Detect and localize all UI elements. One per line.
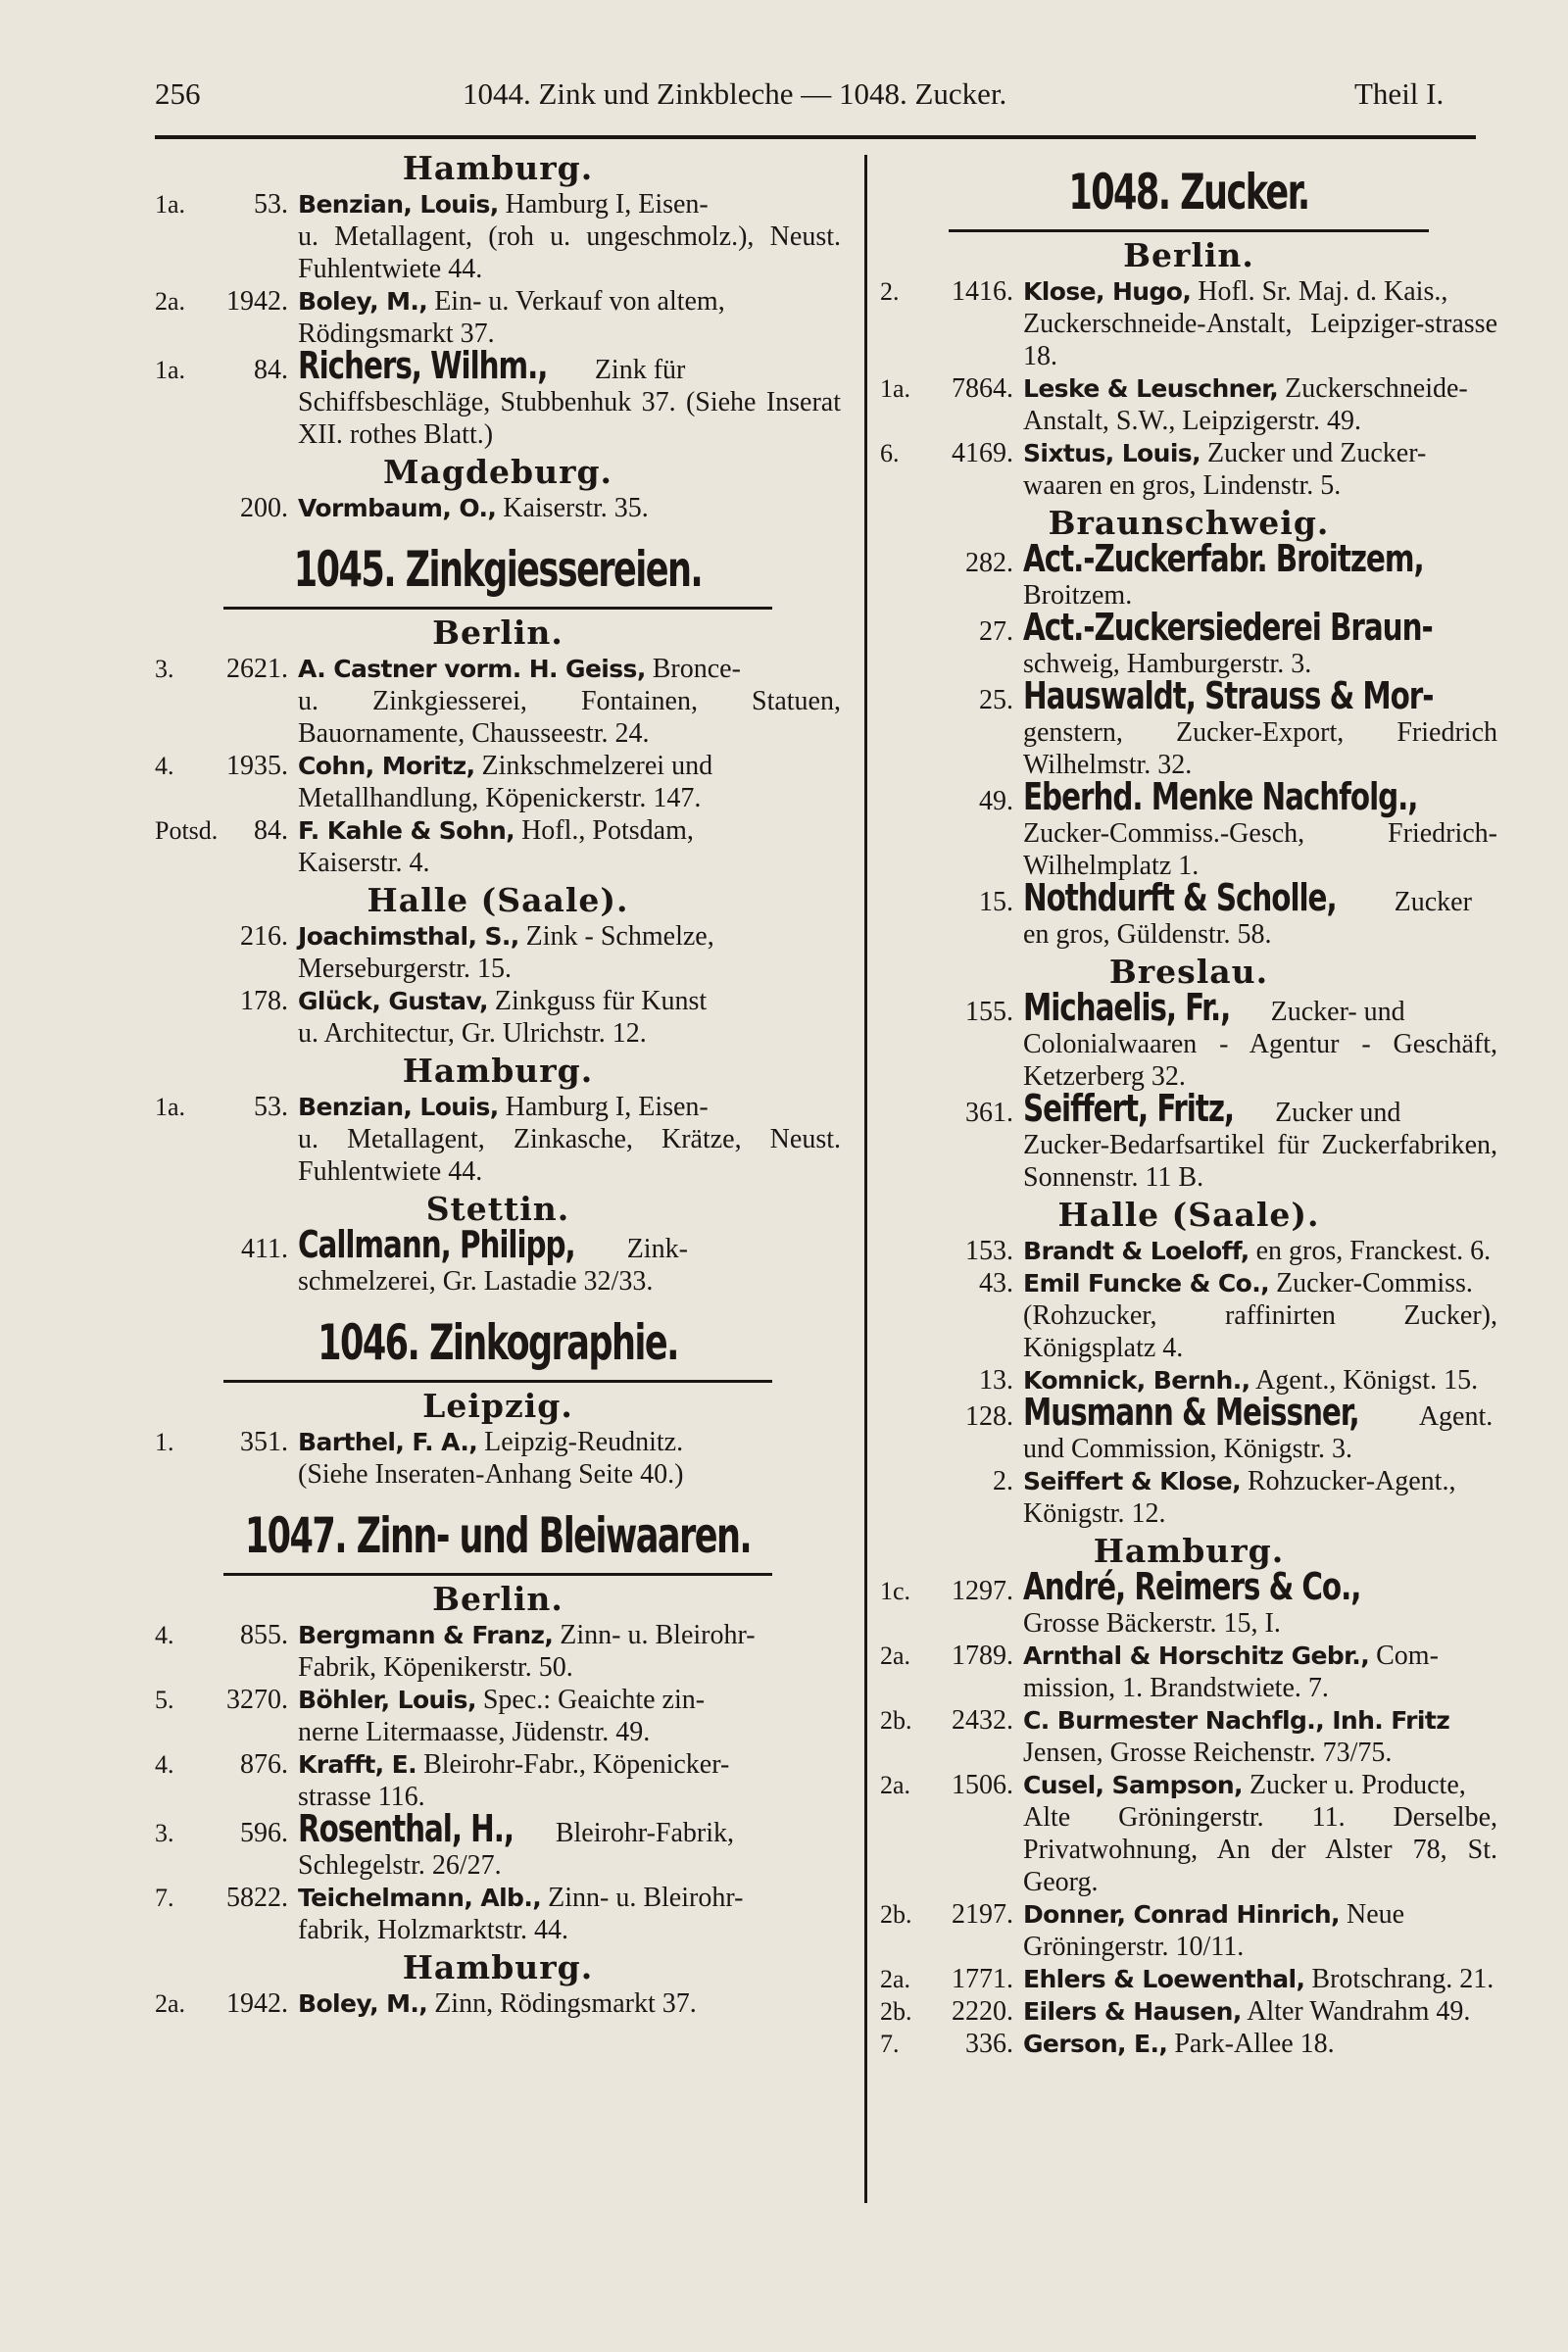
directory-entry bbox=[880, 275, 1497, 372]
entry-description: Zinn- u. Bleirohr- bbox=[548, 1883, 744, 1913]
entry-number: 1935. bbox=[226, 751, 288, 781]
entry-class-mark: Potsd. bbox=[155, 816, 219, 845]
entry-firm-name: Sixtus, Louis, bbox=[1023, 439, 1200, 467]
directory-entry bbox=[155, 1091, 841, 1188]
entry-continuation: Königstr. 12. bbox=[1023, 1498, 1166, 1529]
entry-number: 5822. bbox=[226, 1883, 288, 1913]
entry-number: 1297. bbox=[952, 1576, 1013, 1606]
directory-entry bbox=[155, 1426, 841, 1491]
entry-firm-name: Boley, M., bbox=[298, 287, 428, 316]
entry-continuation: Kaiserstr. 4. bbox=[298, 848, 430, 878]
entry-firm-name: Callmann, Philipp, bbox=[298, 1223, 575, 1266]
entry-class-mark: 1. bbox=[155, 1428, 174, 1456]
entry-number: 1942. bbox=[226, 1988, 288, 2019]
entry-continuation: Zuckerschneide-Anstalt, Leipziger-strasse 18. bbox=[1023, 309, 1497, 371]
entry-description: Kaiserstr. 35. bbox=[503, 493, 649, 523]
entry-continuation: Zucker-Bedarfsartikel für Zuckerfabriken, Sonnenstr. 11 B. bbox=[1023, 1130, 1497, 1193]
entry-firm-name: Bergmann & Franz, bbox=[298, 1621, 554, 1649]
entry-continuation: schmelzerei, Gr. Lastadie 32/33. bbox=[298, 1266, 654, 1297]
city-heading: Breslau. bbox=[1108, 953, 1269, 991]
entry-firm-name: Musmann & Meissner, bbox=[1023, 1391, 1359, 1434]
entry-continuation: schweig, Hamburgerstr. 3. bbox=[1023, 649, 1312, 679]
entry-continuation: Grosse Bäckerstr. 15, I. bbox=[1023, 1608, 1281, 1639]
entry-number: 25. bbox=[979, 685, 1013, 715]
left-column bbox=[155, 147, 841, 2020]
entry-class-mark: 2a. bbox=[155, 287, 186, 316]
entry-number: 2621. bbox=[226, 654, 288, 684]
city-heading: Hamburg. bbox=[402, 149, 594, 187]
entry-description: Bleirohr-Fabrik, bbox=[555, 1818, 735, 1848]
city-heading: Leipzig. bbox=[422, 1387, 573, 1425]
directory-entry bbox=[880, 1898, 1497, 1963]
directory-entry bbox=[880, 876, 1497, 951]
entry-firm-name: Teichelmann, Alb., bbox=[298, 1884, 542, 1912]
directory-entry bbox=[880, 986, 1497, 1093]
entry-continuation: und Commission, Königstr. 3. bbox=[1023, 1434, 1353, 1464]
entry-number: 27. bbox=[979, 616, 1013, 647]
entry-number: 2220. bbox=[952, 1996, 1013, 2027]
entry-firm-name: Act.-Zuckersiederei Braun- bbox=[1023, 606, 1433, 649]
entry-description: Com- bbox=[1376, 1641, 1439, 1671]
directory-entry bbox=[880, 1995, 1497, 2028]
entry-continuation: u. Metallagent, Zinkasche, Krätze, Neust. Fuhlentwiete 44. bbox=[298, 1124, 841, 1187]
city-heading: Braunschweig. bbox=[1048, 504, 1330, 542]
entry-firm-name: Joachimsthal, S., bbox=[298, 922, 519, 951]
entry-class-mark: 1a. bbox=[155, 190, 186, 219]
directory-entry bbox=[880, 1769, 1497, 1898]
entry-continuation: u. Zinkgiesserei, Fontainen, Statuen, Bauornamente, Chausseestr. 24. bbox=[298, 686, 841, 749]
entry-firm-name: Michaelis, Fr., bbox=[1023, 986, 1231, 1029]
entry-firm-name: F. Kahle & Sohn, bbox=[298, 816, 515, 845]
entry-firm-name: Barthel, F. A., bbox=[298, 1428, 478, 1456]
entry-firm-name: Vormbaum, O., bbox=[298, 494, 497, 522]
directory-entry bbox=[880, 1640, 1497, 1704]
entry-number: 53. bbox=[254, 189, 288, 220]
entry-firm-name: Richers, Wilhm., bbox=[298, 344, 548, 387]
entry-class-mark: 5. bbox=[155, 1686, 174, 1714]
entry-number: 4169. bbox=[952, 438, 1013, 468]
entry-firm-name: Eberhd. Menke Nachfolg., bbox=[1023, 775, 1418, 818]
entry-description: Zucker und bbox=[1275, 1098, 1401, 1128]
entry-class-mark: 3. bbox=[155, 1819, 174, 1847]
entry-firm-name: Act.-Zuckerfabr. Broitzem, bbox=[1023, 537, 1424, 580]
entry-number: 1771. bbox=[952, 1964, 1013, 1994]
directory-entry bbox=[880, 1704, 1497, 1769]
directory-entry bbox=[155, 750, 841, 814]
entry-description: Zinkschmelzerei und bbox=[481, 751, 713, 781]
entry-firm-name: Emil Funcke & Co., bbox=[1023, 1269, 1270, 1298]
entry-number: 2197. bbox=[952, 1899, 1013, 1930]
directory-entry bbox=[880, 372, 1497, 437]
entry-class-mark: 1a. bbox=[880, 374, 911, 403]
city-heading: Stettin. bbox=[425, 1190, 570, 1228]
entry-description: Zuckerschneide- bbox=[1285, 373, 1468, 404]
right-column bbox=[880, 147, 1497, 2060]
entry-firm-name: Cusel, Sampson, bbox=[1023, 1771, 1243, 1799]
entry-firm-name: Glück, Gustav, bbox=[298, 987, 488, 1015]
entry-continuation: Schiffsbeschläge, Stubbenhuk 37. (Siehe Inserat XII. rothes Blatt.) bbox=[298, 387, 841, 450]
entry-continuation: Anstalt, S.W., Leipzigerstr. 49. bbox=[1023, 406, 1362, 436]
section-heading bbox=[880, 159, 1497, 232]
entry-description: Hamburg I, Eisen- bbox=[505, 1092, 709, 1122]
entry-number: 1506. bbox=[952, 1770, 1013, 1800]
entry-number: 84. bbox=[254, 815, 288, 846]
entry-number: 216. bbox=[240, 921, 288, 952]
entry-description: Agent., Königst. 15. bbox=[1254, 1365, 1479, 1396]
entry-description: Zink für bbox=[594, 355, 686, 385]
entry-description: Zinkguss für Kunst bbox=[494, 986, 708, 1016]
entry-continuation: nerne Litermaasse, Jüdenstr. 49. bbox=[298, 1717, 651, 1747]
entry-firm-name: Eilers & Hausen, bbox=[1023, 1997, 1242, 2026]
directory-entry bbox=[155, 188, 841, 285]
entry-firm-name: Seiffert & Klose, bbox=[1023, 1467, 1241, 1495]
entry-number: 3270. bbox=[226, 1685, 288, 1715]
section-title: 1045. Zinkgiessereien. bbox=[293, 541, 703, 598]
entry-number: 351. bbox=[240, 1427, 288, 1457]
city-heading: Hamburg. bbox=[402, 1948, 594, 1986]
entry-number: 128. bbox=[965, 1401, 1013, 1432]
directory-entry bbox=[880, 1267, 1497, 1364]
directory-entry bbox=[155, 344, 841, 451]
directory-entry bbox=[155, 1882, 841, 1946]
entry-number: 336. bbox=[965, 2029, 1013, 2059]
entry-firm-name: Arnthal & Horschitz Gebr., bbox=[1023, 1642, 1370, 1670]
entry-continuation: genstern, Zucker-Export, Friedrich Wilhelmstr. 32. bbox=[1023, 717, 1497, 780]
entry-description: Leipzig-Reudnitz. bbox=[484, 1427, 684, 1457]
entry-description: Zucker-Commiss. bbox=[1276, 1268, 1473, 1298]
entry-number: 15. bbox=[979, 887, 1013, 917]
entry-continuation: Fabrik, Köpenikerstr. 50. bbox=[298, 1652, 573, 1683]
directory-entry bbox=[155, 814, 841, 879]
entry-firm-name: Seiffert, Fritz, bbox=[1023, 1087, 1235, 1130]
directory-entry bbox=[880, 2028, 1497, 2060]
directory-entry bbox=[880, 775, 1497, 882]
section-heading bbox=[155, 1309, 841, 1383]
directory-entry bbox=[155, 1619, 841, 1684]
directory-entry bbox=[155, 492, 841, 524]
directory-entry bbox=[155, 920, 841, 985]
entry-number: 411. bbox=[241, 1234, 288, 1264]
entry-number: 53. bbox=[254, 1092, 288, 1122]
entry-class-mark: 1a. bbox=[155, 356, 186, 384]
entry-number: 49. bbox=[979, 786, 1013, 816]
entry-class-mark: 2b. bbox=[880, 1997, 912, 2026]
section-title: 1048. Zucker. bbox=[1068, 164, 1309, 220]
directory-entry bbox=[880, 1565, 1497, 1640]
entry-description: Alter Wandrahm 49. bbox=[1247, 1996, 1471, 2027]
entry-continuation: Zucker-Commiss.-Gesch, Friedrich-Wilhelmplatz 1. bbox=[1023, 818, 1497, 881]
entry-description: Spec.: Geaichte zin- bbox=[482, 1685, 706, 1715]
part-label: Theil I. bbox=[1354, 76, 1445, 111]
entry-number: 1789. bbox=[952, 1641, 1013, 1671]
entry-description: Zucker u. Producte, bbox=[1249, 1770, 1466, 1800]
entry-description: Neue bbox=[1346, 1899, 1405, 1930]
directory-entry bbox=[880, 606, 1497, 680]
entry-continuation: mission, 1. Brandstwiete. 7. bbox=[1023, 1673, 1329, 1703]
entry-firm-name: Nothdurft & Scholle, bbox=[1023, 876, 1337, 919]
entry-class-mark: 2b. bbox=[880, 1900, 912, 1929]
entry-firm-name: Donner, Conrad Hinrich, bbox=[1023, 1900, 1340, 1929]
entry-firm-name: Leske & Leuschner, bbox=[1023, 374, 1279, 403]
entry-number: 84. bbox=[254, 355, 288, 385]
entry-description: Agent. bbox=[1418, 1401, 1494, 1432]
entry-number: 282. bbox=[965, 548, 1013, 578]
directory-entry bbox=[155, 1223, 841, 1298]
city-heading: Magdeburg. bbox=[382, 453, 613, 491]
entry-description: Zucker und Zucker- bbox=[1206, 438, 1427, 468]
entry-firm-name: Komnick, Bernh., bbox=[1023, 1366, 1250, 1395]
entry-firm-name: Boley, M., bbox=[298, 1989, 428, 2018]
entry-description: Park-Allee 18. bbox=[1174, 2029, 1335, 2059]
entry-number: 200. bbox=[240, 493, 288, 523]
entry-description: Rohzucker-Agent., bbox=[1247, 1466, 1456, 1496]
entry-description: Hamburg I, Eisen- bbox=[505, 189, 709, 220]
entry-firm-name: Rosenthal, H., bbox=[298, 1807, 514, 1850]
entry-class-mark: 4. bbox=[155, 1750, 174, 1779]
entry-continuation: Rödingsmarkt 37. bbox=[298, 318, 495, 349]
city-heading: Berlin. bbox=[1123, 236, 1254, 274]
entry-class-mark: 2b. bbox=[880, 1706, 912, 1735]
entry-continuation: Metallhandlung, Köpenickerstr. 147. bbox=[298, 783, 702, 813]
entry-firm-name: C. Burmester Nachflg., Inh. Fritz bbox=[1023, 1706, 1450, 1735]
entry-class-mark: 2a. bbox=[880, 1965, 911, 1993]
entry-number: 13. bbox=[979, 1365, 1013, 1396]
entry-description: Hofl. Sr. Maj. d. Kais., bbox=[1198, 276, 1448, 307]
entry-class-mark: 4. bbox=[155, 752, 174, 780]
section-rule bbox=[223, 1573, 772, 1576]
entry-description: Bronce- bbox=[652, 654, 741, 684]
entry-number: 155. bbox=[965, 997, 1013, 1027]
entry-continuation: en gros, Güldenstr. 58. bbox=[1023, 919, 1272, 950]
section-title: 1047. Zinn- und Bleiwaaren. bbox=[244, 1507, 752, 1564]
directory-entry bbox=[155, 985, 841, 1050]
directory-entry bbox=[880, 437, 1497, 502]
entry-firm-name: Böhler, Louis, bbox=[298, 1686, 476, 1714]
directory-entry bbox=[880, 1963, 1497, 1995]
entry-number: 43. bbox=[979, 1268, 1013, 1298]
city-heading: Halle (Saale). bbox=[1057, 1196, 1320, 1234]
directory-entry bbox=[155, 653, 841, 750]
section-heading bbox=[155, 536, 841, 610]
entry-number: 7864. bbox=[952, 373, 1013, 404]
section-title: 1046. Zinkographie. bbox=[318, 1314, 678, 1371]
entry-description: Zucker bbox=[1394, 887, 1472, 917]
entry-class-mark: 7. bbox=[155, 1884, 174, 1912]
entry-description: Bleirohr-Fabr., Köpenicker- bbox=[423, 1749, 730, 1780]
entry-continuation: waaren en gros, Lindenstr. 5. bbox=[1023, 470, 1342, 501]
entry-number: 1942. bbox=[226, 286, 288, 317]
entry-class-mark: 3. bbox=[155, 655, 174, 683]
entry-firm-name: Ehlers & Loewenthal, bbox=[1023, 1965, 1305, 1993]
entry-description: Ein- u. Verkauf von altem, bbox=[434, 286, 725, 317]
entry-firm-name: Gerson, E., bbox=[1023, 2030, 1168, 2058]
directory-entry bbox=[155, 1987, 841, 2020]
directory-entry bbox=[155, 1684, 841, 1748]
entry-continuation: Gröningerstr. 10/11. bbox=[1023, 1932, 1245, 1962]
city-heading: Berlin. bbox=[432, 613, 564, 652]
entry-description: Zucker- und bbox=[1270, 997, 1405, 1027]
column-divider bbox=[864, 155, 867, 2203]
entry-class-mark: 6. bbox=[880, 439, 900, 467]
entry-number: 2. bbox=[993, 1466, 1013, 1496]
section-heading bbox=[155, 1502, 841, 1576]
entry-class-mark: 2a. bbox=[155, 1989, 186, 2018]
entry-continuation: (Rohzucker, raffinirten Zucker), Königsplatz 4. bbox=[1023, 1300, 1497, 1363]
entry-number: 876. bbox=[240, 1749, 288, 1780]
entry-description: Zink - Schmelze, bbox=[525, 921, 714, 952]
entry-continuation: fabrik, Holzmarktstr. 44. bbox=[298, 1915, 569, 1945]
entry-firm-name: Benzian, Louis, bbox=[298, 1093, 499, 1121]
entry-continuation: u. Metallagent, (roh u. ungeschmolz.), Neust. Fuhlentwiete 44. bbox=[298, 221, 841, 284]
directory-entry bbox=[880, 1465, 1497, 1530]
entry-continuation: Broitzem. bbox=[1023, 580, 1133, 611]
entry-continuation: Schlegelstr. 26/27. bbox=[298, 1850, 502, 1881]
entry-firm-name: Benzian, Louis, bbox=[298, 190, 499, 219]
entry-description: Brotschrang. 21. bbox=[1311, 1964, 1494, 1994]
directory-entry bbox=[880, 1235, 1497, 1267]
entry-class-mark: 2a. bbox=[880, 1771, 911, 1799]
entry-description: Zinn, Rödingsmarkt 37. bbox=[434, 1988, 697, 2019]
entry-continuation: Jensen, Grosse Reichenstr. 73/75. bbox=[1023, 1738, 1393, 1768]
section-rule bbox=[949, 229, 1429, 232]
entry-firm-name: Krafft, E. bbox=[298, 1750, 417, 1779]
entry-description: Zink- bbox=[626, 1234, 688, 1264]
entry-firm-name: Brandt & Loeloff, bbox=[1023, 1237, 1250, 1265]
entry-number: 361. bbox=[965, 1098, 1013, 1128]
entry-class-mark: 2a. bbox=[880, 1642, 911, 1670]
directory-entry bbox=[880, 674, 1497, 781]
entry-number: 178. bbox=[240, 986, 288, 1016]
section-rule bbox=[223, 1380, 772, 1383]
entry-description: en gros, Franckest. 6. bbox=[1255, 1236, 1492, 1266]
section-rule bbox=[223, 607, 772, 610]
directory-entry bbox=[155, 285, 841, 350]
entry-continuation: Merseburgerstr. 15. bbox=[298, 954, 512, 984]
directory-entry bbox=[880, 537, 1497, 612]
city-heading: Hamburg. bbox=[402, 1052, 594, 1090]
entry-class-mark: 7. bbox=[880, 2030, 900, 2058]
entry-number: 153. bbox=[965, 1236, 1013, 1266]
directory-entry bbox=[880, 1391, 1497, 1465]
city-heading: Berlin. bbox=[432, 1580, 564, 1618]
entry-continuation: (Siehe Inseraten-Anhang Seite 40.) bbox=[298, 1459, 684, 1490]
city-heading: Halle (Saale). bbox=[367, 881, 629, 919]
city-heading: Hamburg. bbox=[1093, 1532, 1285, 1570]
entry-class-mark: 1a. bbox=[155, 1093, 186, 1121]
entry-continuation: Alte Gröningerstr. 11. Derselbe, Privatwohnung, An der Alster 78, St. Georg. bbox=[1023, 1802, 1497, 1897]
entry-continuation: u. Architectur, Gr. Ulrichstr. 12. bbox=[298, 1018, 647, 1049]
entry-number: 1416. bbox=[952, 276, 1013, 307]
entry-continuation: Colonialwaaren - Agentur - Geschäft, Ketzerberg 32. bbox=[1023, 1029, 1497, 1092]
entry-class-mark: 1c. bbox=[880, 1577, 911, 1605]
entry-description: Zinn- u. Bleirohr- bbox=[560, 1620, 756, 1650]
directory-entry bbox=[155, 1748, 841, 1813]
page-running-title: 1044. Zink und Zinkbleche — 1048. Zucker. bbox=[463, 76, 1007, 111]
entry-description: Hofl., Potsdam, bbox=[521, 815, 694, 846]
directory-entry bbox=[880, 1087, 1497, 1194]
entry-firm-name: A. Castner vorm. H. Geiss, bbox=[298, 655, 646, 683]
entry-continuation: strasse 116. bbox=[298, 1782, 425, 1812]
entry-firm-name: André, Reimers & Co., bbox=[1023, 1565, 1361, 1608]
entry-class-mark: 4. bbox=[155, 1621, 174, 1649]
entry-firm-name: Klose, Hugo, bbox=[1023, 277, 1192, 306]
directory-entry bbox=[155, 1807, 841, 1882]
header-rule bbox=[155, 135, 1476, 139]
entry-number: 855. bbox=[240, 1620, 288, 1650]
entry-number: 2432. bbox=[952, 1705, 1013, 1736]
entry-firm-name: Cohn, Moritz, bbox=[298, 752, 475, 780]
entry-class-mark: 2. bbox=[880, 277, 900, 306]
entry-firm-name: Hauswaldt, Strauss & Mor- bbox=[1023, 674, 1434, 717]
entry-number: 596. bbox=[240, 1818, 288, 1848]
page-number: 256 bbox=[155, 76, 201, 111]
